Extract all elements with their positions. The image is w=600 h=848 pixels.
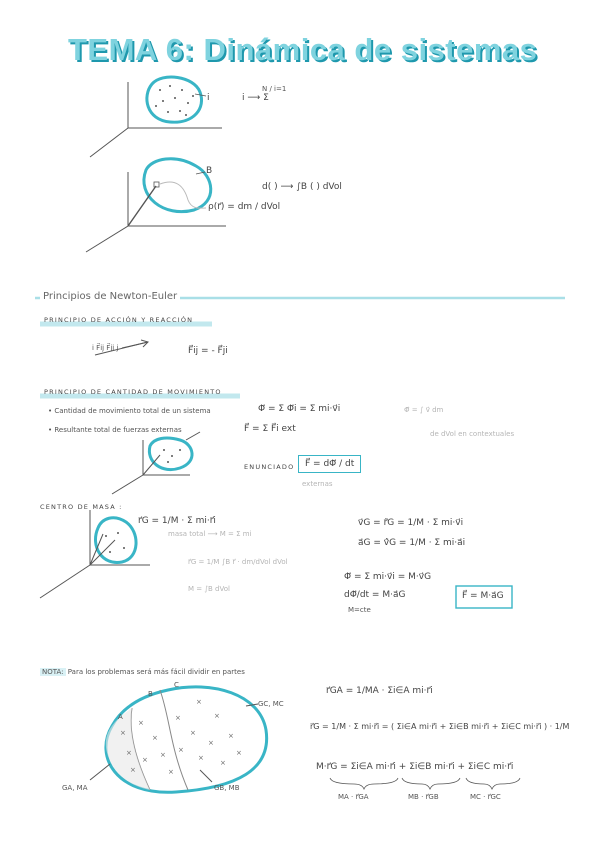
sum-expression: i ⟶ Σ [242, 93, 269, 103]
label-ga-ma: GA, MA [62, 784, 88, 792]
integral-expression: d( ) ⟶ ∫B ( ) dVol [262, 182, 342, 192]
svg-text:×: × [198, 754, 204, 762]
mass-integral-equation: M = ∫B dVol [188, 585, 230, 593]
page-title: TEMA 6: Dinámica de sistemas [68, 32, 538, 67]
nota-equation-1: r⃗GA = 1/MA · Σi∈A mi·r⃗i [326, 686, 433, 696]
underbrace-label-a: MA · r⃗GA [338, 793, 369, 801]
svg-text:×: × [236, 749, 242, 757]
svg-text:×: × [130, 766, 136, 774]
dphi-condition: M=cte [348, 606, 371, 614]
svg-text:×: × [196, 698, 202, 706]
svg-text:×: × [160, 751, 166, 759]
vector-labels: i F⃗ij F⃗ji j [92, 344, 119, 352]
label-gc-mc: GC, MC [258, 700, 284, 708]
heading-centro-masa: CENTRO DE MASA : [40, 503, 123, 511]
dphi-equation: dΦ⃗/dt = M·a⃗G [344, 590, 406, 600]
rg-integral-equation: r⃗G = 1/M ∫B r⃗ · dm/dVol dVol [188, 558, 288, 566]
sum-limits: N / i=1 [262, 85, 287, 93]
discrete-system-figure [90, 77, 222, 157]
rg-equation: r⃗G = 1/M · Σ mi·r⃗i [138, 516, 216, 526]
svg-text:×: × [138, 719, 144, 727]
part-label-c: C [174, 681, 179, 689]
continuous-body-figure [86, 159, 226, 252]
underbrace-label-b: MB · r⃗GB [408, 793, 439, 801]
momentum-figure [112, 432, 200, 494]
svg-text:×: × [175, 714, 181, 722]
nota-equation-3: M·r⃗G = Σi∈A mi·r⃗i + Σi∈B mi·r⃗i + Σi∈C mi·r⃗i [316, 762, 514, 772]
newton-second-law-boxed: F⃗ = M·a⃗G [462, 591, 504, 601]
underbraces [330, 778, 520, 789]
underbrace-label-c: MC · r⃗GC [470, 793, 501, 801]
nota-label: NOTA: [42, 668, 64, 676]
svg-text:×: × [178, 746, 184, 754]
svg-text:×: × [214, 712, 220, 720]
enunciado-equation: F⃗ = dΦ⃗ / dt [298, 455, 361, 473]
point-label: i [207, 93, 210, 103]
svg-text:×: × [220, 759, 226, 767]
nota-text: Para los problemas será más fácil dividir en partes [67, 668, 245, 676]
momentum-equation: Φ⃗ = Σ Φ⃗i = Σ mi·v⃗i [258, 404, 341, 414]
part-label-b: B [148, 690, 153, 698]
center-of-mass-figure [40, 510, 150, 598]
vg-equation: v⃗G = r⃗̇G = 1/M · Σ mi·v⃗i [358, 518, 464, 528]
bullet-cantidad: • Cantidad de movimiento total de un sistema [48, 407, 211, 415]
discrete-particles [155, 85, 194, 116]
phi-equation: Φ⃗ = Σ mi·v⃗i = M·v⃗G [344, 572, 432, 582]
body-label: B [206, 166, 213, 176]
nota-line [40, 668, 245, 676]
svg-text:×: × [152, 734, 158, 742]
note-faint: de dVol en contextuales [430, 430, 515, 438]
svg-text:×: × [168, 768, 174, 776]
total-mass-note: masa total ⟶ M = Σ mi [168, 530, 252, 538]
bullet-resultante: • Resultante total de fuerzas externas [48, 426, 182, 434]
density-expression: ρ(r⃗) = dm / dVol [208, 202, 281, 212]
action-reaction-equation: F⃗ij = - F⃗ji [188, 346, 228, 356]
section-heading-newton-euler: Principios de Newton-Euler [40, 291, 180, 302]
svg-text:×: × [190, 729, 196, 737]
label-gb-mb: GB, MB [214, 784, 240, 792]
external-force-equation: F⃗ = Σ F⃗i ext [244, 424, 296, 434]
svg-text:×: × [126, 749, 132, 757]
svg-text:×: × [120, 729, 126, 737]
part-label-a: A [118, 713, 123, 721]
enunciado-label: ENUNCIADO : [244, 463, 302, 471]
svg-text:×: × [142, 756, 148, 764]
enunciado-subscript: externas [302, 480, 333, 488]
svg-text:×: × [208, 739, 214, 747]
nota-equation-2: r⃗G = 1/M · Σ mi·r⃗i = ( Σi∈A mi·r⃗i + Σi∈B mi·r⃗i + Σi∈C mi·r⃗i ) · 1/M [310, 722, 570, 731]
heading-cantidad-movimiento: PRINCIPIO DE CANTIDAD DE MOVIMIENTO [44, 388, 222, 396]
divided-body-figure [90, 687, 267, 792]
svg-text:×: × [228, 732, 234, 740]
ag-equation: a⃗G = v⃗̇G = 1/M · Σ mi·a⃗i [358, 538, 466, 548]
momentum-integral-faint: Φ⃗ = ∫ v⃗ dm [404, 406, 444, 414]
heading-accion-reaccion: PRINCIPIO DE ACCIÓN Y REACCIÓN [44, 316, 194, 324]
